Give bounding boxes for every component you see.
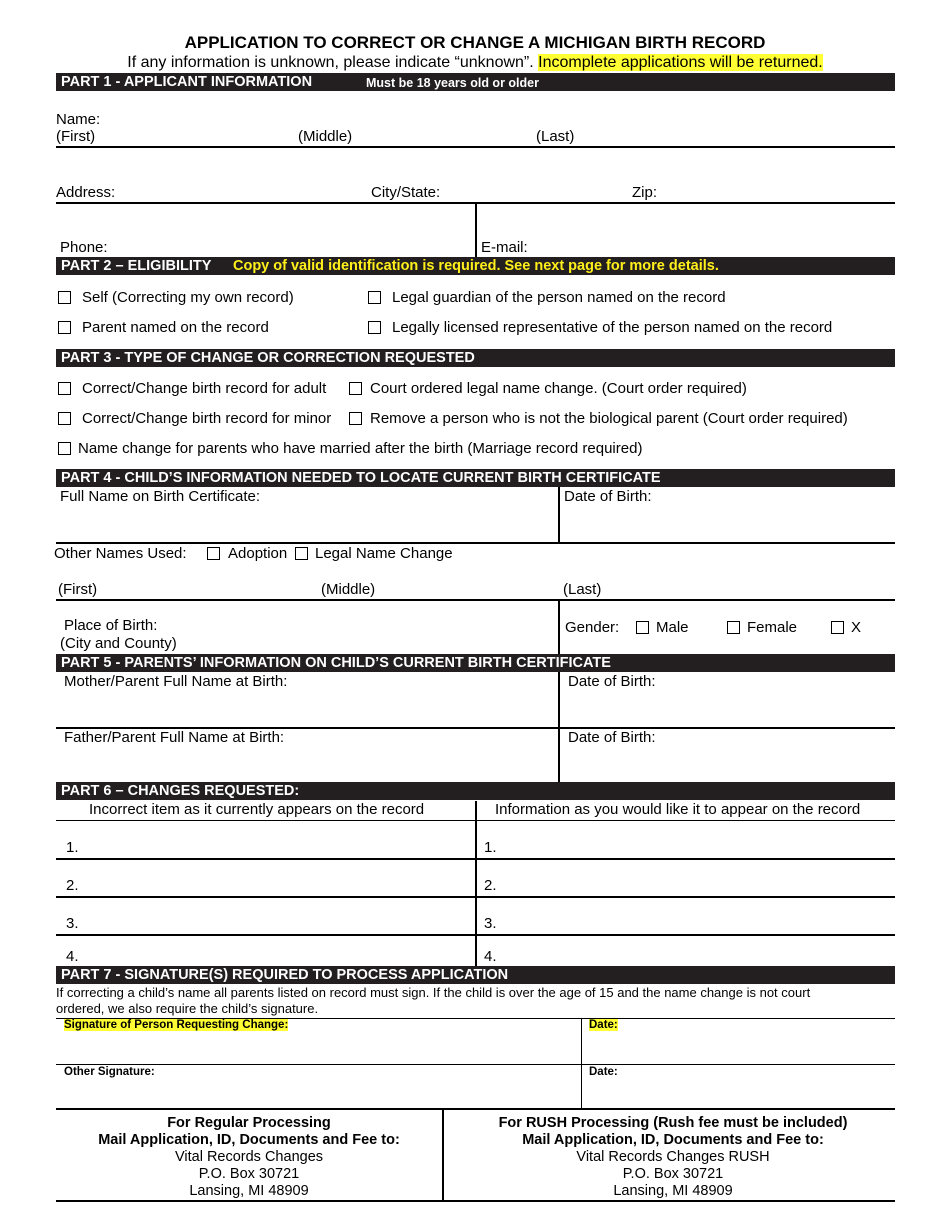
licensed-representative-label: Legally licensed representative of the person named on the record [392,319,833,336]
part1-age-note: Must be 18 years old or older [366,76,539,90]
desired-item-4-label: 4. [484,948,497,965]
parent-checkbox[interactable] [58,321,71,334]
male-checkbox[interactable] [636,621,649,634]
subtitle-warning: Incomplete applications will be returned. [538,54,823,71]
part7-title: PART 7 - SIGNATURE(S) REQUIRED TO PROCESS APPLICATION [61,967,509,983]
first-name-label: (First) [56,128,96,145]
part4-header [56,469,895,487]
changes-divider [475,801,477,967]
rush-address-line-1: Vital Records Changes RUSH [576,1149,770,1165]
parents-married-checkbox[interactable] [58,442,71,455]
legal-guardian-checkbox[interactable] [368,291,381,304]
city-state-label: City/State: [371,184,441,201]
gender-divider [558,600,560,655]
requesting-date-text: Date: [589,1019,618,1031]
child-full-name-label: Full Name on Birth Certificate: [60,488,261,505]
child-name-field[interactable] [56,542,895,544]
requesting-signature-label [64,1019,288,1031]
regular-address-line-2: P.O. Box 30721 [198,1166,300,1182]
rush-mail-instructions: Mail Application, ID, Documents and Fee to: [522,1132,824,1148]
legal-name-change-checkbox[interactable] [295,547,308,560]
place-of-birth-label: Place of Birth: [64,617,158,634]
other-signature-label: Other Signature: [64,1066,155,1078]
email-label: E-mail: [481,239,528,256]
other-date-label: Date: [589,1066,618,1078]
court-name-change-label: Court ordered legal name change. (Court order required) [370,380,747,397]
gender-x-checkbox[interactable] [831,621,844,634]
mailing-bottom-line [56,1200,895,1202]
gender-x-label: X [851,619,862,636]
address-label: Address: [56,184,116,201]
male-label: Male [656,619,689,636]
remove-parent-checkbox[interactable] [349,412,362,425]
phone-email-divider [475,203,477,258]
subtitle-text: If any information is unknown, please indicate “unknown”. [127,54,539,71]
adoption-checkbox[interactable] [207,547,220,560]
part7-header [56,966,895,984]
part1-header [56,73,895,91]
child-last-label: (Last) [563,581,602,598]
rush-address-line-3: Lansing, MI 48909 [613,1183,733,1199]
incorrect-item-2-label: 2. [66,877,79,894]
other-names-field[interactable] [56,599,895,601]
rush-processing-block [443,1115,903,1200]
mother-dob-label: Date of Birth: [568,673,656,690]
change-row-1-field[interactable] [56,858,895,860]
female-checkbox[interactable] [727,621,740,634]
name-label: Name: [56,111,101,128]
adoption-label: Adoption [228,545,288,562]
incorrect-item-4-label: 4. [66,948,79,965]
father-dob-label: Date of Birth: [568,729,656,746]
phone-label: Phone: [60,239,108,256]
self-checkbox[interactable] [58,291,71,304]
part1-title: PART 1 - APPLICANT INFORMATION [61,74,313,90]
part3-title: PART 3 - TYPE OF CHANGE OR CORRECTION REQUESTED [61,350,475,366]
adult-record-checkbox[interactable] [58,382,71,395]
incorrect-item-1-label: 1. [66,839,79,856]
self-label: Self (Correcting my own record) [82,289,294,306]
female-label: Female [747,619,798,636]
desired-item-2-label: 2. [484,877,497,894]
child-dob-label: Date of Birth: [564,488,652,505]
regular-heading: For Regular Processing [167,1115,331,1131]
signature-instructions-2: ordered, we also require the child’s signature. [56,1001,319,1016]
part6-header [56,782,895,800]
zip-label: Zip: [632,184,658,201]
other-names-label: Other Names Used: [54,545,187,562]
legal-guardian-label: Legal guardian of the person named on the record [392,289,726,306]
father-name-label: Father/Parent Full Name at Birth: [64,729,285,746]
regular-address-line-3: Lansing, MI 48909 [189,1183,309,1199]
form-subtitle [0,54,950,72]
court-name-change-checkbox[interactable] [349,382,362,395]
signature-instructions-1: If correcting a child’s name all parents listed on record must sign. If the child is over the age of 15 and the name change is not court [56,985,811,1000]
minor-record-label: Correct/Change birth record for minor [82,410,332,427]
parent-label: Parent named on the record [82,319,269,336]
regular-address-line-1: Vital Records Changes [174,1149,324,1165]
mother-name-label: Mother/Parent Full Name at Birth: [64,673,288,690]
name-field[interactable] [56,146,895,148]
child-dob-divider [558,487,560,543]
requesting-signature-field[interactable] [56,1064,895,1065]
part2-header [56,257,895,275]
part2-id-note: Copy of valid identification is required. See next page for more details. [233,258,719,274]
licensed-representative-checkbox[interactable] [368,321,381,334]
gender-label: Gender: [565,619,620,636]
desired-item-3-label: 3. [484,915,497,932]
form-title: APPLICATION TO CORRECT OR CHANGE A MICHIGAN BIRTH RECORD [184,33,766,52]
part5-header [56,654,895,672]
adult-record-label: Correct/Change birth record for adult [82,380,327,397]
part2-title: PART 2 – ELIGIBILITY [61,258,212,274]
part3-header [56,349,895,367]
legal-name-change-label: Legal Name Change [315,545,453,562]
last-name-label: (Last) [536,128,575,145]
rush-heading: For RUSH Processing (Rush fee must be included) [498,1115,848,1131]
incorrect-item-3-label: 3. [66,915,79,932]
parents-married-label: Name change for parents who have married after the birth (Marriage record required) [78,440,643,457]
change-row-2-field[interactable] [56,896,895,898]
requesting-signature-text: Signature of Person Requesting Change: [64,1019,289,1031]
regular-mail-instructions: Mail Application, ID, Documents and Fee to: [98,1132,400,1148]
change-row-3-field[interactable] [56,934,895,936]
minor-record-checkbox[interactable] [58,412,71,425]
child-first-label: (First) [58,581,98,598]
mailing-top-line [56,1108,895,1110]
incorrect-item-header: Incorrect item as it currently appears on the record [89,801,425,818]
desired-item-1-label: 1. [484,839,497,856]
part5-title: PART 5 - PARENTS’ INFORMATION ON CHILD’S CURRENT BIRTH CERTIFICATE [61,655,611,671]
regular-processing-block [56,1115,442,1200]
part4-title: PART 4 - CHILD’S INFORMATION NEEDED TO LOCATE CURRENT BIRTH CERTIFICATE [61,470,661,486]
desired-item-header: Information as you would like it to appear on the record [495,801,861,818]
requesting-date-label [589,1019,618,1031]
middle-name-label: (Middle) [298,128,353,145]
child-middle-label: (Middle) [321,581,376,598]
rush-address-line-2: P.O. Box 30721 [622,1166,724,1182]
city-county-label: (City and County) [60,635,177,652]
remove-parent-label: Remove a person who is not the biological parent (Court order required) [370,410,848,427]
part6-title: PART 6 – CHANGES REQUESTED: [61,783,300,799]
